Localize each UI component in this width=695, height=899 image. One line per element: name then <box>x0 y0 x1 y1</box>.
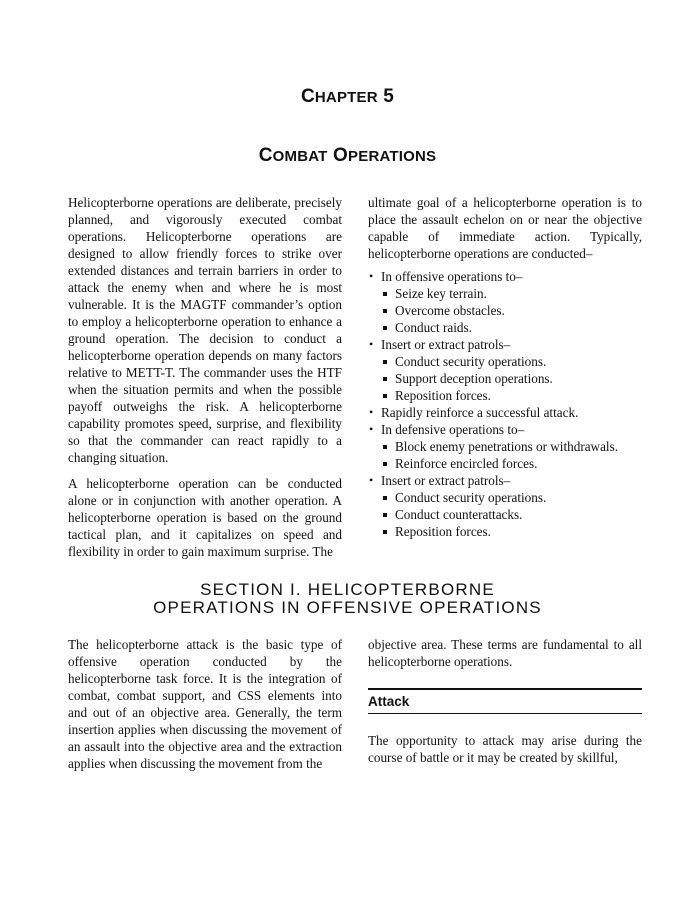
sub-bullet-item: Support deception operations. <box>381 370 642 387</box>
intro-paragraph-2-start: A helicopterborne operation can be conducted alone or in conjunction with another operation. A helicopterborne operation is based on the ground tactical plan, and it capitalizes on speed and flexibility in order to gain maximum surprise. The <box>68 476 342 559</box>
sub-bullet-item: Conduct raids. <box>381 319 642 336</box>
bullet-item <box>368 472 642 540</box>
bullet-item <box>368 404 642 421</box>
bullet-text: In defensive operations to– <box>381 422 525 437</box>
chapter-title-initial-2: O <box>333 145 349 166</box>
bullet-item <box>368 268 642 336</box>
chapter-title-rest-2: PERATIONS <box>348 148 437 165</box>
bullet-text: Insert or extract patrols– <box>381 337 511 352</box>
intro-right-column <box>368 194 642 540</box>
bullet-text: Rapidly reinforce a successful attack. <box>381 405 579 420</box>
bullet-item <box>368 336 642 404</box>
section-paragraph-right: objective area. These terms are fundamental to all helicopterborne operations. <box>368 637 642 669</box>
section-paragraph-left: The helicopterborne attack is the basic type of offensive operation conducted by the helicopterborne task force. It is the integration of combat, combat support, and CSS elements into and out of an objective area. Generally, the term insertion applies when discussing the movement of an assault into the objective area and the extraction applies when discussing the movement from the <box>68 637 342 771</box>
sub-bullet-item: Reinforce encircled forces. <box>381 455 642 472</box>
intro-paragraph-1: Helicopterborne operations are deliberate, precisely planned, and vigorously executed combat operations. Helicopterborne operations are designed to allow friendly forces to strike over extended distances and terrain barriers in order to attack the enemy when and where he is most vulnerable. It is the MAGTF commander’s option to employ a helicopterborne operation to enhance a ground operation. The decision to conduct a helicopterborne operation depends on many factors relative to METT-T. The commander uses the HTF when the situation permits and when the possible payoff outweighs the risk. A helicopterborne capability promotes speed, surprise, and flexibility so that the commander can react rapidly to a changing situation. <box>68 195 342 465</box>
section-heading <box>0 581 695 617</box>
chapter-label <box>0 86 695 108</box>
section-heading-line-2: OPERATIONS IN OFFENSIVE OPERATIONS <box>153 598 542 617</box>
sub-bullet-item: Conduct security operations. <box>381 353 642 370</box>
chapter-title-rest-1: OMBAT <box>272 148 328 165</box>
sub-bullet-item: Conduct counterattacks. <box>381 506 642 523</box>
attack-paragraph: The opportunity to attack may arise during the course of battle or it may be created by skillful, <box>368 733 642 765</box>
chapter-label-rest: HAPTER <box>314 89 378 106</box>
sub-bullet-list <box>381 489 642 540</box>
sub-bullet-item: Reposition forces. <box>381 523 642 540</box>
chapter-label-initial: C <box>300 86 315 107</box>
intro-paragraph-2-end: ultimate goal of a helicopterborne operation is to place the assault echelon on or near the objective capable of immediate action. Typically, helicopterborne operations are conducted– <box>368 195 642 261</box>
bullet-text: In offensive operations to– <box>381 269 523 284</box>
section-right-column <box>368 636 642 775</box>
section-left-column <box>68 636 342 781</box>
sub-bullet-item: Block enemy penetrations or withdrawals. <box>381 438 642 455</box>
operations-list <box>368 268 642 540</box>
sub-bullet-list <box>381 438 642 472</box>
chapter-title-initial-1: C <box>258 145 273 166</box>
sub-bullet-item: Conduct security operations. <box>381 489 642 506</box>
bullet-text: Insert or extract patrols– <box>381 473 511 488</box>
sub-bullet-item: Reposition forces. <box>381 387 642 404</box>
intro-left-column <box>68 194 342 569</box>
chapter-number: 5 <box>383 86 395 107</box>
sub-bullet-item: Overcome obstacles. <box>381 302 642 319</box>
sub-bullet-list <box>381 353 642 404</box>
bullet-item <box>368 421 642 472</box>
chapter-title <box>0 145 695 167</box>
sub-bullet-list <box>381 285 642 336</box>
sub-bullet-item: Seize key terrain. <box>381 285 642 302</box>
attack-subheading: Attack <box>368 688 642 714</box>
section-heading-line-1: SECTION I. HELICOPTERBORNE <box>200 580 495 599</box>
